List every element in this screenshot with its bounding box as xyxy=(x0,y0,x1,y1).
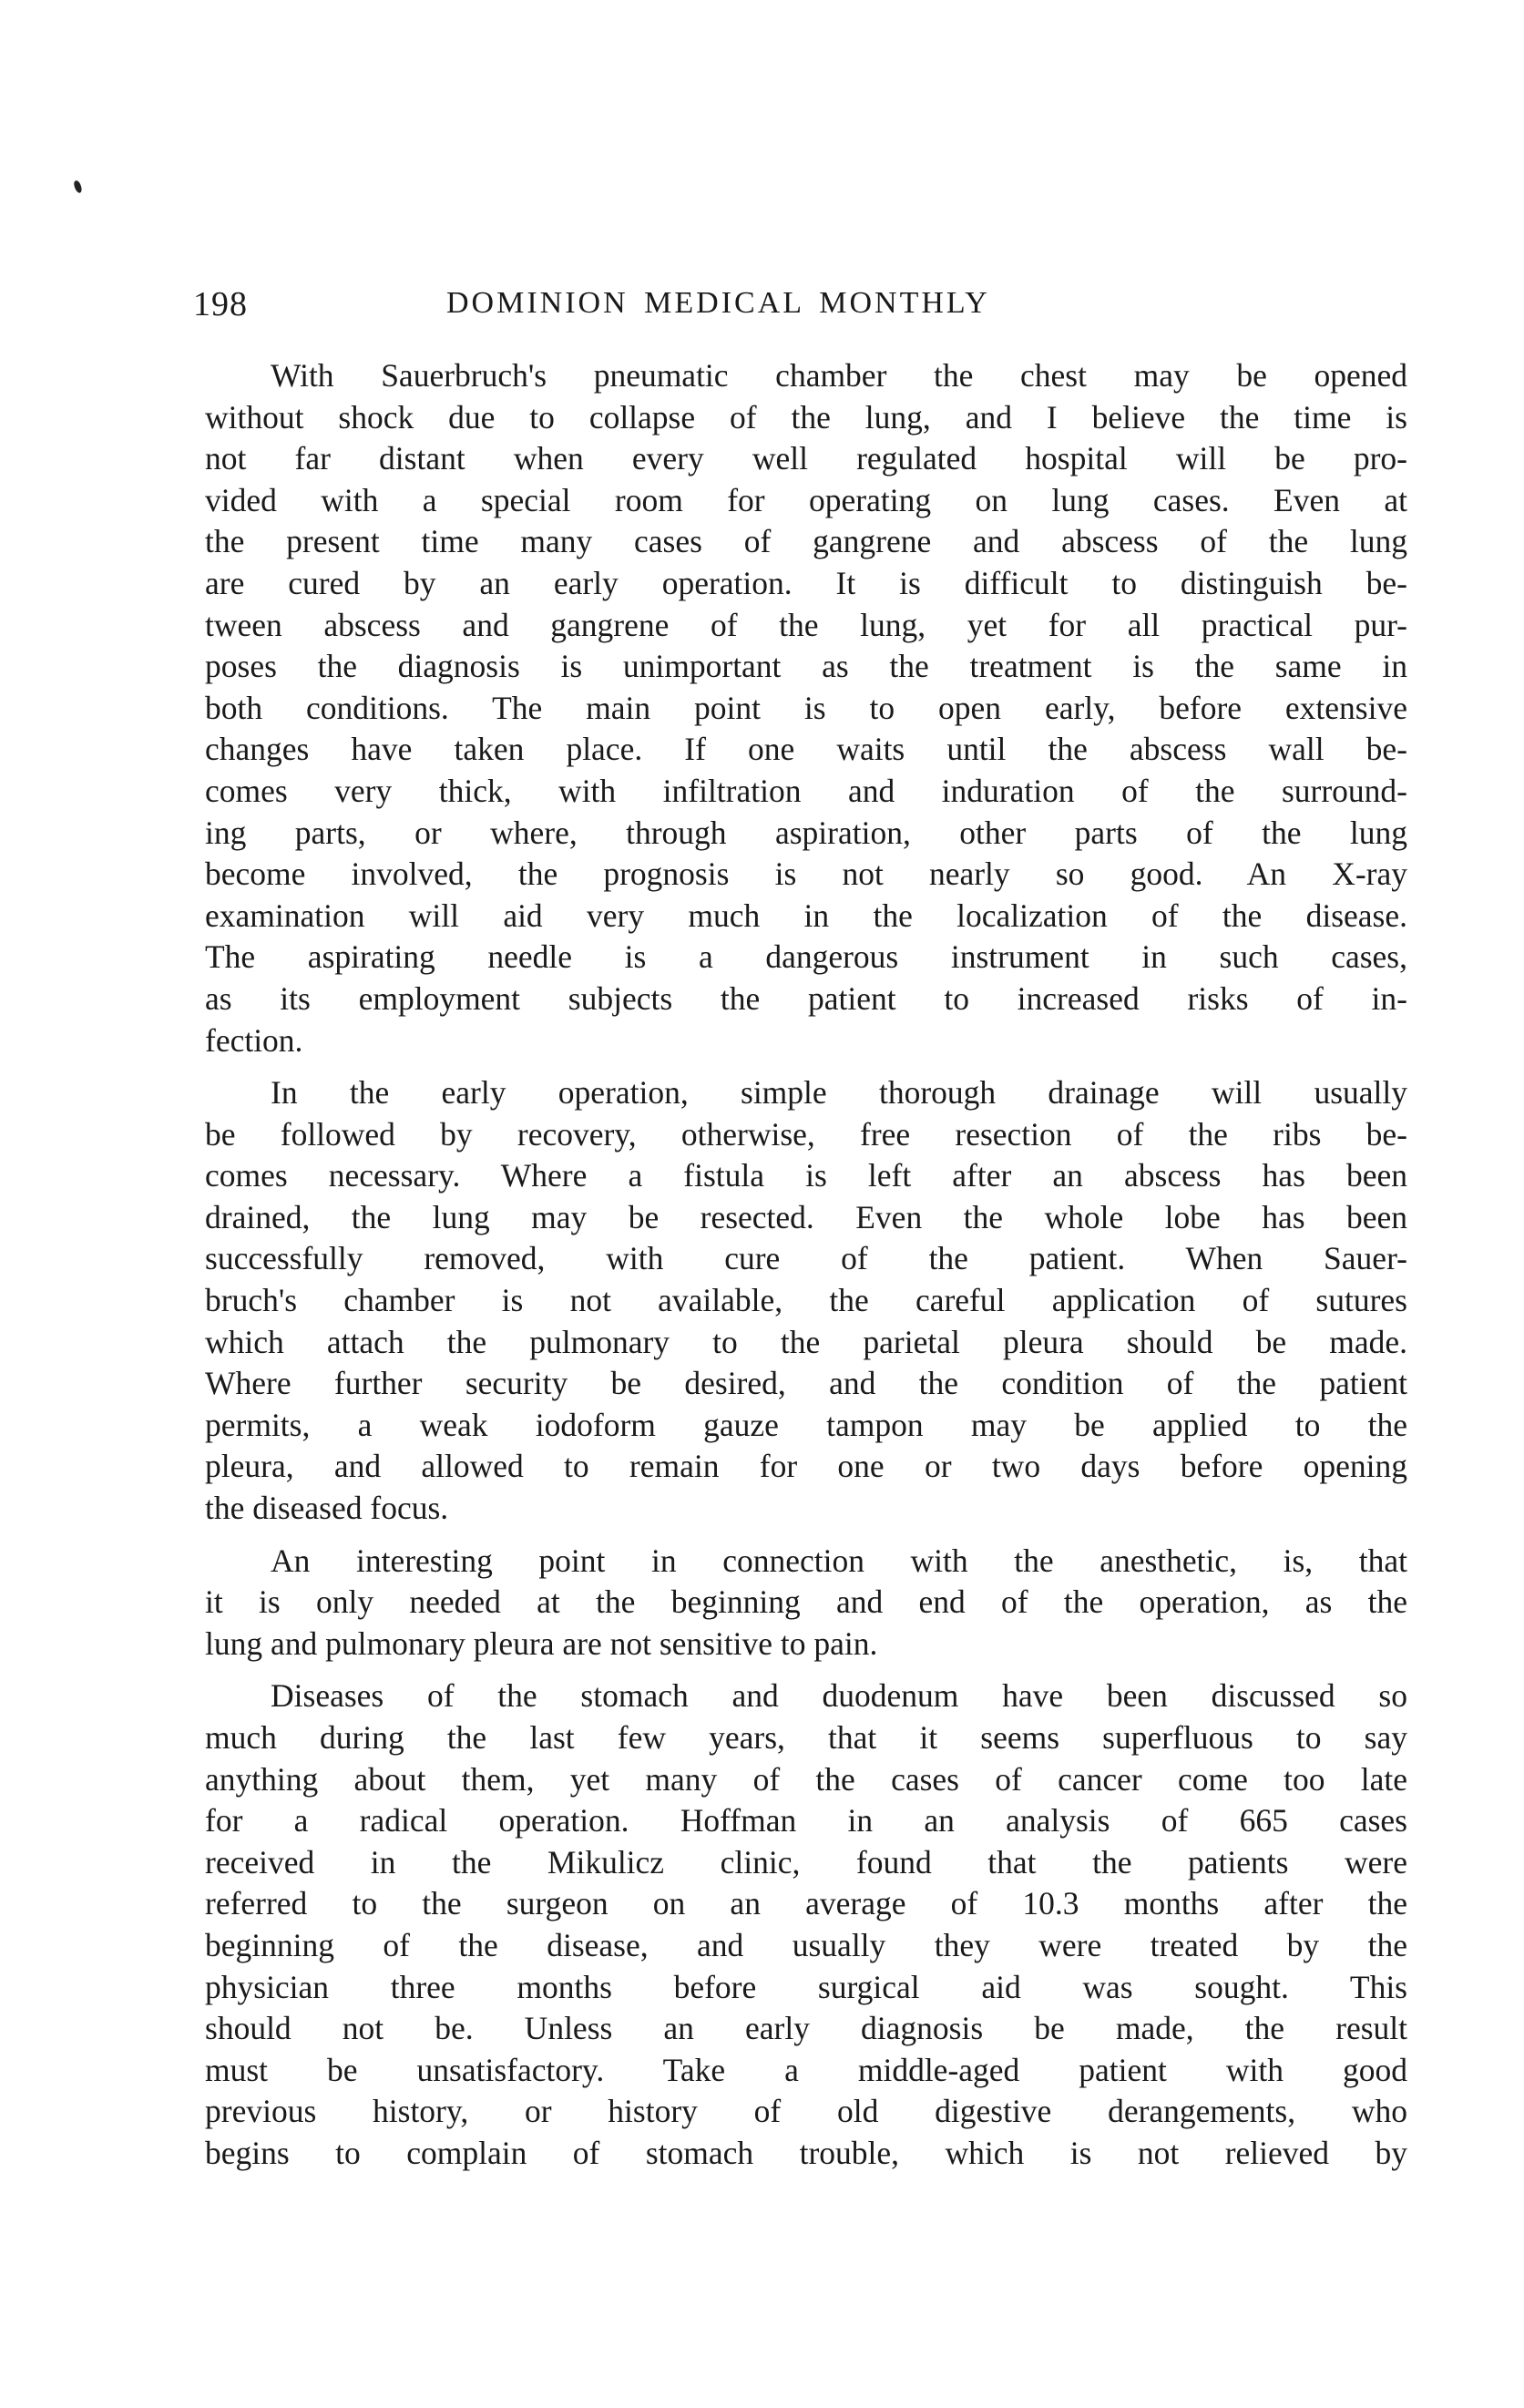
text-line: referred to the surgeon on an average of 10.3 months after the xyxy=(205,1885,1407,1922)
text-line: fection. xyxy=(205,1021,303,1059)
text-line: In the early operation, simple thorough drainage will usually xyxy=(271,1074,1407,1112)
text-line: comes necessary. Where a fistula is left after an abscess has been xyxy=(205,1157,1407,1194)
text-line: successfully removed, with cure of the patient. When Sauer- xyxy=(205,1240,1407,1277)
text-line: permits, a weak iodoform gauze tampon may be applied to the xyxy=(205,1406,1407,1443)
text-line: received in the Mikulicz clinic, found that the patients were xyxy=(205,1843,1407,1880)
text-line: without shock due to collapse of the lung, and I believe the time is xyxy=(205,398,1407,435)
text-line: be followed by recovery, otherwise, free resection of the ribs be- xyxy=(205,1115,1407,1153)
paragraph xyxy=(205,355,1407,1061)
text-line: poses the diagnosis is unimportant as the treatment is the same in xyxy=(205,648,1407,685)
running-title: DOMINION MEDICAL MONTHLY xyxy=(446,286,990,320)
page-number: 198 xyxy=(193,285,248,323)
text-line: The aspirating needle is a dangerous instrument in such cases, xyxy=(205,938,1407,976)
text-line: it is only needed at the beginning and end of the operation, as the xyxy=(205,1583,1407,1621)
text-line: anything about them, yet many of the cases of cancer come too late xyxy=(205,1760,1407,1798)
text-line: which attach the pulmonary to the parietal pleura should be made. xyxy=(205,1323,1407,1360)
text-line: the present time many cases of gangrene and abscess of the lung xyxy=(205,523,1407,560)
text-line: examination will aid very much in the localization of the disease. xyxy=(205,897,1407,934)
text-line: must be unsatisfactory. Take a middle-aged patient with good xyxy=(205,2051,1407,2088)
text-line: bruch's chamber is not available, the careful application of sutures xyxy=(205,1282,1407,1319)
text-line: become involved, the prognosis is not nearly so good. An X-ray xyxy=(205,856,1407,893)
text-line: much during the last few years, that it seems superfluous to say xyxy=(205,1719,1407,1756)
paragraph xyxy=(205,1675,1407,2174)
text-line: not far distant when every well regulated hospital will be pro- xyxy=(205,440,1407,477)
ink-speck xyxy=(73,179,83,194)
text-line: With Sauerbruch's pneumatic chamber the chest may be opened xyxy=(271,357,1407,394)
text-line: comes very thick, with infiltration and induration of the surround- xyxy=(205,772,1407,809)
paragraph xyxy=(205,1072,1407,1530)
text-line: changes have taken place. If one waits until the abscess wall be- xyxy=(205,731,1407,768)
text-line: ing parts, or where, through aspiration, other parts of the lung xyxy=(205,814,1407,851)
text-line: Diseases of the stomach and duodenum have been discussed so xyxy=(271,1677,1407,1715)
text-line: drained, the lung may be resected. Even the whole lobe has been xyxy=(205,1198,1407,1235)
text-line: are cured by an early operation. It is difficult to distinguish be- xyxy=(205,564,1407,601)
text-line: the diseased focus. xyxy=(205,1490,449,1527)
page-header xyxy=(193,284,1104,339)
text-line: beginning of the disease, and usually they were treated by the xyxy=(205,1926,1407,1963)
text-line: tween abscess and gangrene of the lung, yet for all practical pur- xyxy=(205,606,1407,643)
text-line: for a radical operation. Hoffman in an analysis of 665 cases xyxy=(205,1802,1407,1839)
text-line: previous history, or history of old digestive derangements, who xyxy=(205,2093,1407,2130)
text-line: vided with a special room for operating on lung cases. Even at xyxy=(205,481,1407,518)
text-line: pleura, and allowed to remain for one or two days before opening xyxy=(205,1448,1407,1485)
text-line: physician three months before surgical aid was sought. This xyxy=(205,1968,1407,2005)
text-line: An interesting point in connection with the anesthetic, is, that xyxy=(271,1542,1407,1579)
body-text xyxy=(205,355,1407,2175)
text-line: Where further security be desired, and the condition of the patient xyxy=(205,1365,1407,1402)
text-line: as its employment subjects the patient to increased risks of in- xyxy=(205,979,1407,1017)
paragraph xyxy=(205,1541,1407,1665)
text-line: lung and pulmonary pleura are not sensitive to pain. xyxy=(205,1624,878,1662)
text-line: both conditions. The main point is to open early, before extensive xyxy=(205,689,1407,726)
text-line: should not be. Unless an early diagnosis be made, the result xyxy=(205,2010,1407,2047)
text-line: begins to complain of stomach trouble, which is not relieved by xyxy=(205,2134,1407,2171)
